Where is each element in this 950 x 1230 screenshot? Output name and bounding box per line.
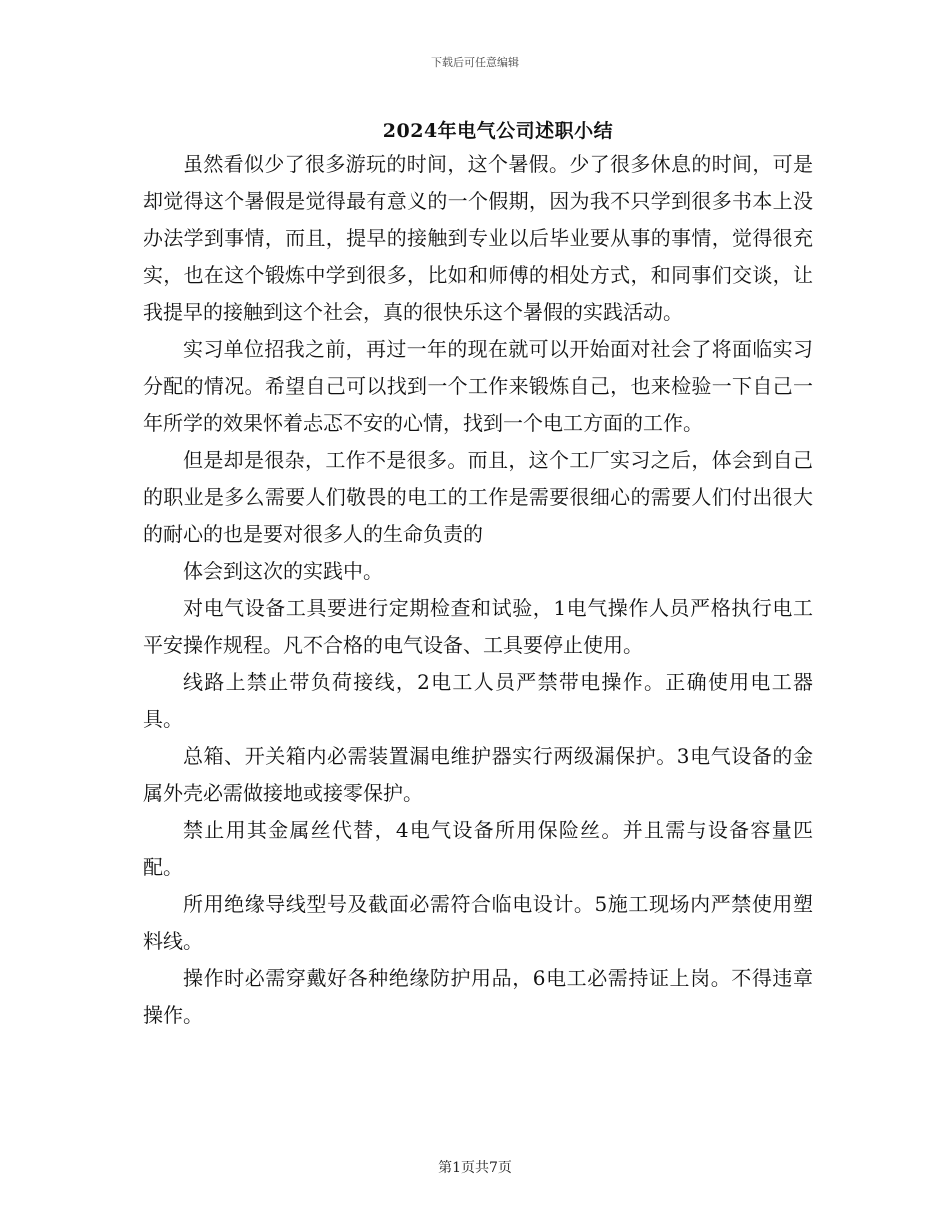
paragraph: 虽然看似少了很多游玩的时间，这个暑假。少了很多休息的时间，可是却觉得这个暑假是觉得最有意义的一个假期，因为我不只学到很多书本上没办法学到事情，而且，提早的接触到专业以后毕业要从事的事情，觉得很充实，也在这个锻炼中学到很多，比如和师傅的相处方式，和同事们交谈，让我提早的接触到这个社会，真的很快乐这个暑假的实践活动。 [143, 152, 813, 324]
document-body [143, 146, 813, 1034]
paragraph: 操作时必需穿戴好各种绝缘防护用品，6电工必需持证上岗。不得违章操作。 [143, 966, 813, 1027]
page-header-note: 下载后可任意编辑 [431, 56, 519, 69]
paragraph: 线路上禁止带负荷接线，2电工人员严禁带电操作。正确使用电工器具。 [143, 670, 813, 731]
paragraph: 但是却是很杂，工作不是很多。而且，这个工厂实习之后，体会到自己的职业是多么需要人们敬畏的电工的工作是需要很细心的需要人们付出很大的耐心的也是要对很多人的生命负责的 [143, 448, 813, 546]
paragraph: 对电气设备工具要进行定期检查和试验，1电气操作人员严格执行电工平安操作规程。凡不合格的电气设备、工具要停止使用。 [143, 596, 813, 657]
paragraph: 体会到这次的实践中。 [183, 559, 383, 583]
paragraph: 总箱、开关箱内必需装置漏电维护器实行两级漏保护。3电气设备的金属外壳必需做接地或接零保护。 [143, 744, 813, 805]
paragraph: 禁止用其金属丝代替，4电气设备所用保险丝。并且需与设备容量匹配。 [143, 818, 813, 879]
paragraph: 所用绝缘导线型号及截面必需符合临电设计。5施工现场内严禁使用塑料线。 [143, 892, 813, 953]
document-title: 2024年电气公司述职小结 [382, 120, 614, 142]
paragraph: 实习单位招我之前，再过一年的现在就可以开始面对社会了将面临实习分配的情况。希望自己可以找到一个工作来锻炼自己，也来检验一下自己一年所学的效果怀着忐忑不安的心情，找到一个电工方面的工作。 [143, 337, 813, 435]
page-number: 第1页共7页 [438, 1160, 512, 1176]
